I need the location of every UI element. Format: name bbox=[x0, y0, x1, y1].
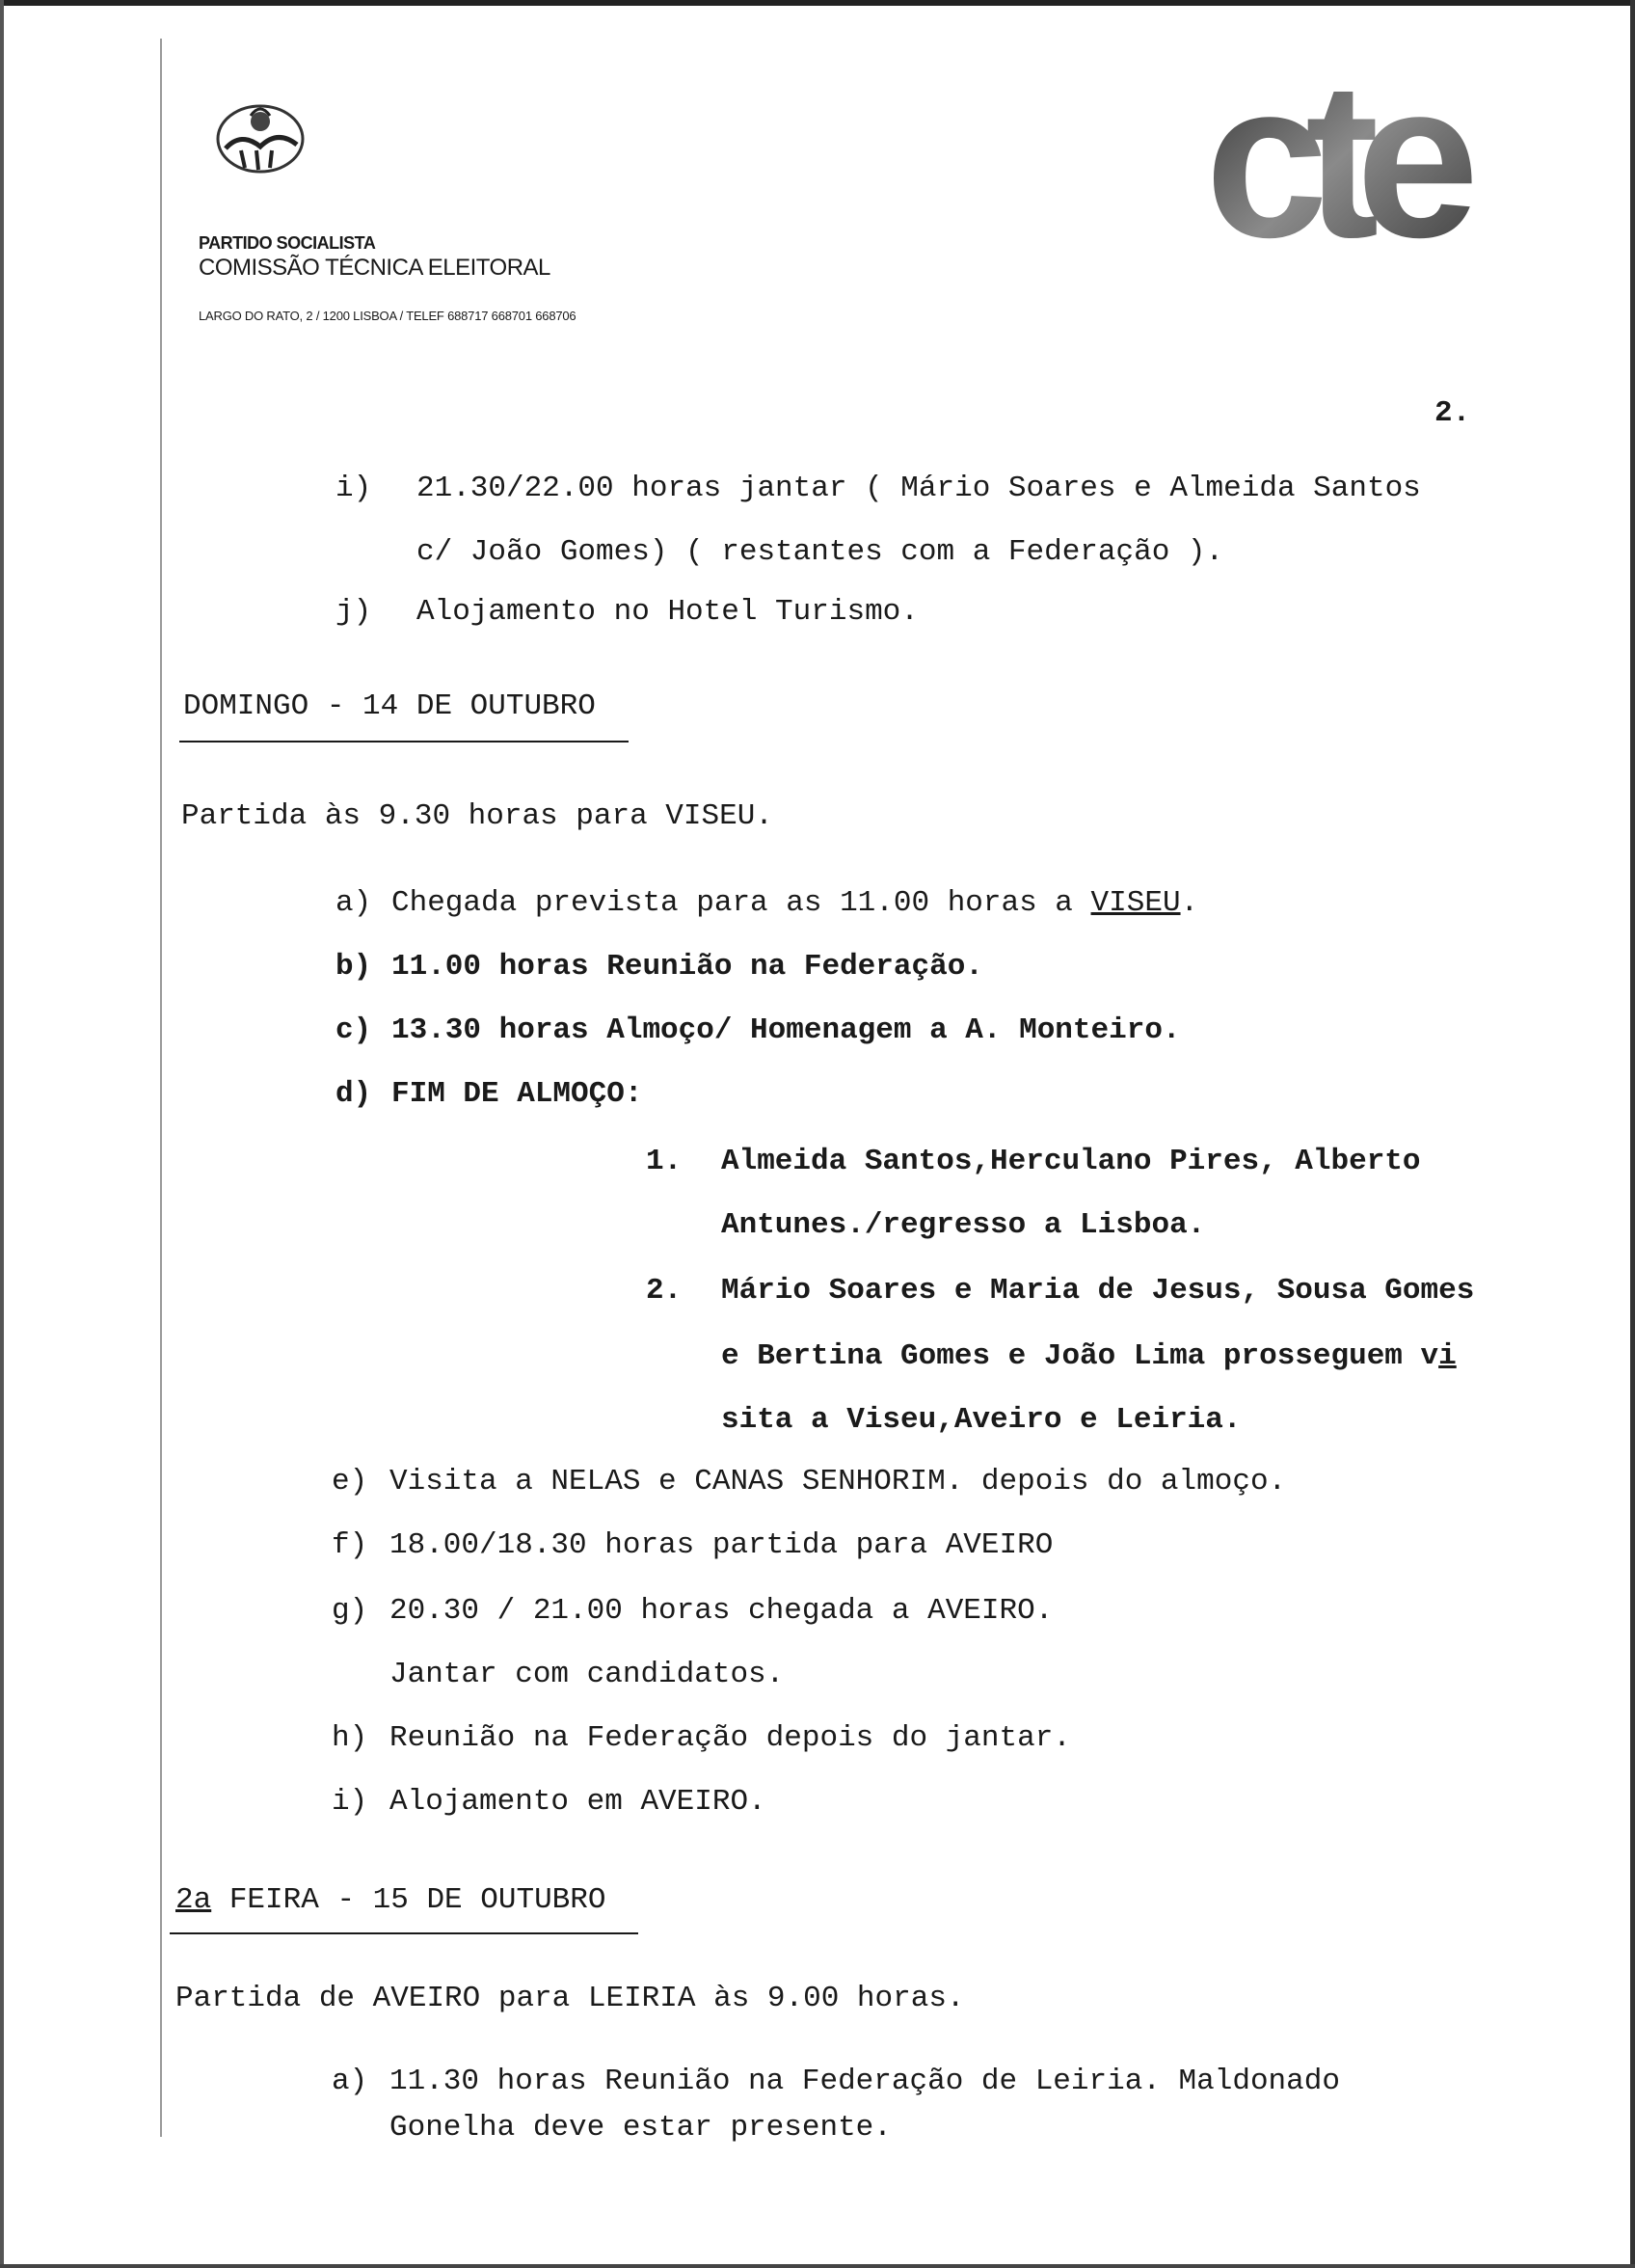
item-marker: f) bbox=[332, 1528, 368, 1562]
day-heading: DOMINGO - 14 DE OUTUBRO bbox=[183, 689, 596, 723]
item-marker: d) bbox=[335, 1077, 372, 1111]
item-text: 18.00/18.30 horas partida para AVEIRO bbox=[389, 1528, 1054, 1562]
city-name: VISEU bbox=[1090, 886, 1181, 920]
subitem-text: e Bertina Gomes e João Lima prosseguem vi bbox=[721, 1339, 1457, 1373]
item-text: Visita a NELAS e CANAS SENHORIM. depois do almoço. bbox=[389, 1465, 1287, 1498]
item-text: Chegada prevista para as 11.00 horas a VISEU. bbox=[391, 886, 1199, 920]
item-marker: g) bbox=[332, 1594, 368, 1628]
heading-underline bbox=[179, 741, 629, 742]
item-marker: i) bbox=[332, 1785, 368, 1819]
item-marker: b) bbox=[335, 950, 372, 984]
item-text: FIM DE ALMOÇO: bbox=[391, 1077, 643, 1111]
heading-underline bbox=[170, 1932, 638, 1934]
scan-border-left bbox=[0, 0, 4, 2268]
item-marker: j) bbox=[335, 595, 372, 629]
item-text: c/ João Gomes) ( restantes com a Federação ). bbox=[416, 535, 1224, 569]
item-marker: i) bbox=[335, 472, 372, 505]
subitem-text: Almeida Santos,Herculano Pires, Alberto bbox=[721, 1145, 1421, 1178]
page-number: 2. bbox=[1434, 396, 1471, 430]
subitem-text: sita a Viseu,Aveiro e Leiria. bbox=[721, 1403, 1242, 1437]
item-text: 20.30 / 21.00 horas chegada a AVEIRO. bbox=[389, 1594, 1054, 1628]
subitem-marker: 2. bbox=[646, 1274, 683, 1308]
item-text: 11.30 horas Reunião na Federação de Leiria. Maldonado bbox=[389, 2065, 1340, 2098]
subitem-marker: 1. bbox=[646, 1145, 683, 1178]
subitem-text: Mário Soares e Maria de Jesus, Sousa Gomes bbox=[721, 1274, 1475, 1308]
cte-logo-text: cte bbox=[1205, 39, 1457, 270]
item-text: 11.00 horas Reunião na Federação. bbox=[391, 950, 983, 984]
item-text: Reunião na Federação depois do jantar. bbox=[389, 1721, 1071, 1755]
departure-line: Partida às 9.30 horas para VISEU. bbox=[181, 799, 773, 833]
margin-rule bbox=[160, 39, 162, 2137]
item-text: 13.30 horas Almoço/ Homenagem a A. Monteiro. bbox=[391, 1013, 1181, 1047]
cte-logo bbox=[1195, 39, 1600, 270]
subitem-text: Antunes./regresso a Lisboa. bbox=[721, 1208, 1206, 1242]
item-marker: a) bbox=[335, 886, 372, 920]
departure-line: Partida de AVEIRO para LEIRIA às 9.00 horas. bbox=[175, 1982, 965, 2015]
item-text: Gonelha deve estar presente. bbox=[389, 2111, 892, 2145]
scan-border-top bbox=[0, 0, 1635, 6]
item-marker: h) bbox=[332, 1721, 368, 1755]
scan-border-right bbox=[1630, 0, 1635, 2268]
item-marker: e) bbox=[332, 1465, 368, 1498]
scan-border-bottom bbox=[0, 2264, 1635, 2268]
item-text: Jantar com candidatos. bbox=[389, 1658, 785, 1691]
party-name: PARTIDO SOCIALISTA bbox=[199, 233, 376, 253]
item-text: 21.30/22.00 horas jantar ( Mário Soares e Almeida Santos bbox=[416, 472, 1421, 505]
item-marker: a) bbox=[332, 2065, 368, 2098]
item-text: Alojamento no Hotel Turismo. bbox=[416, 595, 919, 629]
address-line: LARGO DO RATO, 2 / 1200 LISBOA / TELEF 688717 668701 668706 bbox=[199, 309, 576, 323]
item-text: Alojamento em AVEIRO. bbox=[389, 1785, 766, 1819]
day-heading: 2a FEIRA - 15 DE OUTUBRO bbox=[175, 1883, 606, 1917]
item-marker: c) bbox=[335, 1013, 372, 1047]
party-emblem-icon bbox=[202, 93, 318, 179]
commission-name: COMISSÃO TÉCNICA ELEITORAL bbox=[199, 255, 550, 281]
